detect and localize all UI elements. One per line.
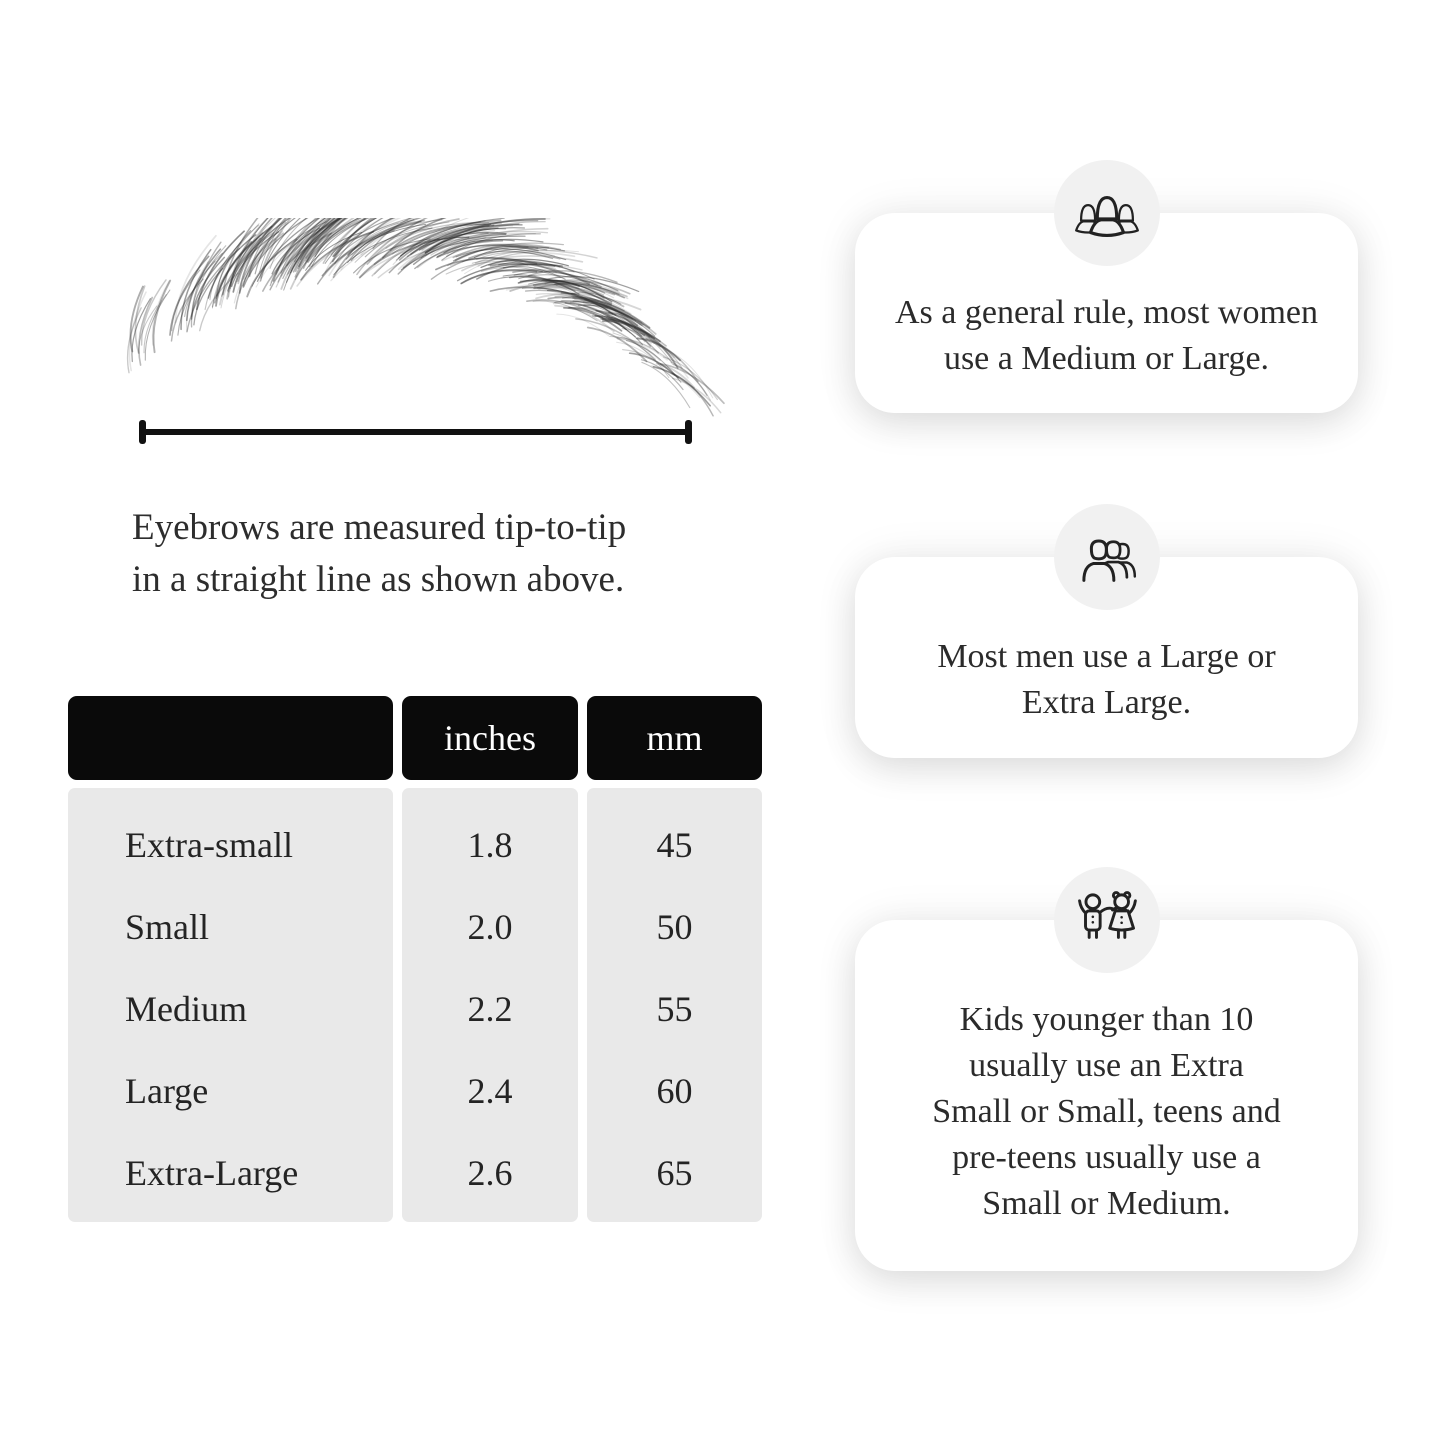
table-cell-mm: 50	[656, 907, 693, 947]
icon-circle	[1054, 160, 1160, 266]
table-cell-mm: 65	[656, 1153, 693, 1193]
table-cell-size: Extra-Large	[125, 1153, 299, 1193]
measurement-caption	[132, 502, 732, 606]
table-header-size	[68, 696, 393, 780]
table-cell-inches: 2.4	[467, 1071, 513, 1111]
card-text-line: As a general rule, most women	[895, 294, 1318, 331]
table-cell-mm: 45	[656, 825, 693, 865]
card-text-line: Extra Large.	[1021, 684, 1192, 721]
table-cell-inches: 2.2	[467, 989, 513, 1029]
table-header-mm: mm	[587, 696, 762, 780]
table-cell-size: Medium	[125, 989, 247, 1029]
caption-line-1: Eyebrows are measured tip-to-tip	[132, 507, 627, 548]
table-column-inches	[402, 788, 578, 1222]
size-table	[68, 696, 762, 1222]
kids-icon	[1070, 888, 1144, 952]
info-card-kids	[855, 920, 1358, 1271]
table-cell-inches: 2.6	[467, 1153, 513, 1193]
icon-circle	[1054, 504, 1160, 610]
caption-line-2: in a straight line as shown above.	[132, 559, 625, 600]
card-text-line: Kids younger than 10	[959, 1001, 1254, 1038]
icon-circle	[1054, 867, 1160, 973]
women-group-icon	[1071, 184, 1143, 242]
eyebrow-illustration	[90, 218, 750, 418]
card-text-line: Most men use a Large or	[937, 638, 1276, 675]
measurement-line	[141, 429, 691, 435]
table-column-mm	[587, 788, 762, 1222]
men-group-icon	[1071, 528, 1143, 586]
card-text-line: pre-teens usually use a	[952, 1139, 1261, 1176]
table-column-size	[68, 788, 393, 1222]
card-text-line: use a Medium or Large.	[943, 340, 1270, 377]
table-cell-inches: 2.0	[467, 907, 513, 947]
table-header-inches: inches	[402, 696, 578, 780]
table-cell-size: Extra-small	[125, 825, 293, 865]
measure-line-right-cap	[685, 420, 692, 444]
table-cell-mm: 55	[656, 989, 693, 1029]
table-cell-mm: 60	[656, 1071, 693, 1111]
card-text-line: Small or Small, teens and	[932, 1093, 1281, 1130]
table-cell-size: Large	[125, 1071, 209, 1111]
info-card-women	[855, 213, 1358, 413]
table-cell-inches: 1.8	[467, 825, 513, 865]
table-cell-size: Small	[125, 907, 210, 947]
info-card-men	[855, 557, 1358, 758]
card-text-line: Small or Medium.	[982, 1185, 1231, 1222]
card-text-line: usually use an Extra	[969, 1047, 1244, 1084]
